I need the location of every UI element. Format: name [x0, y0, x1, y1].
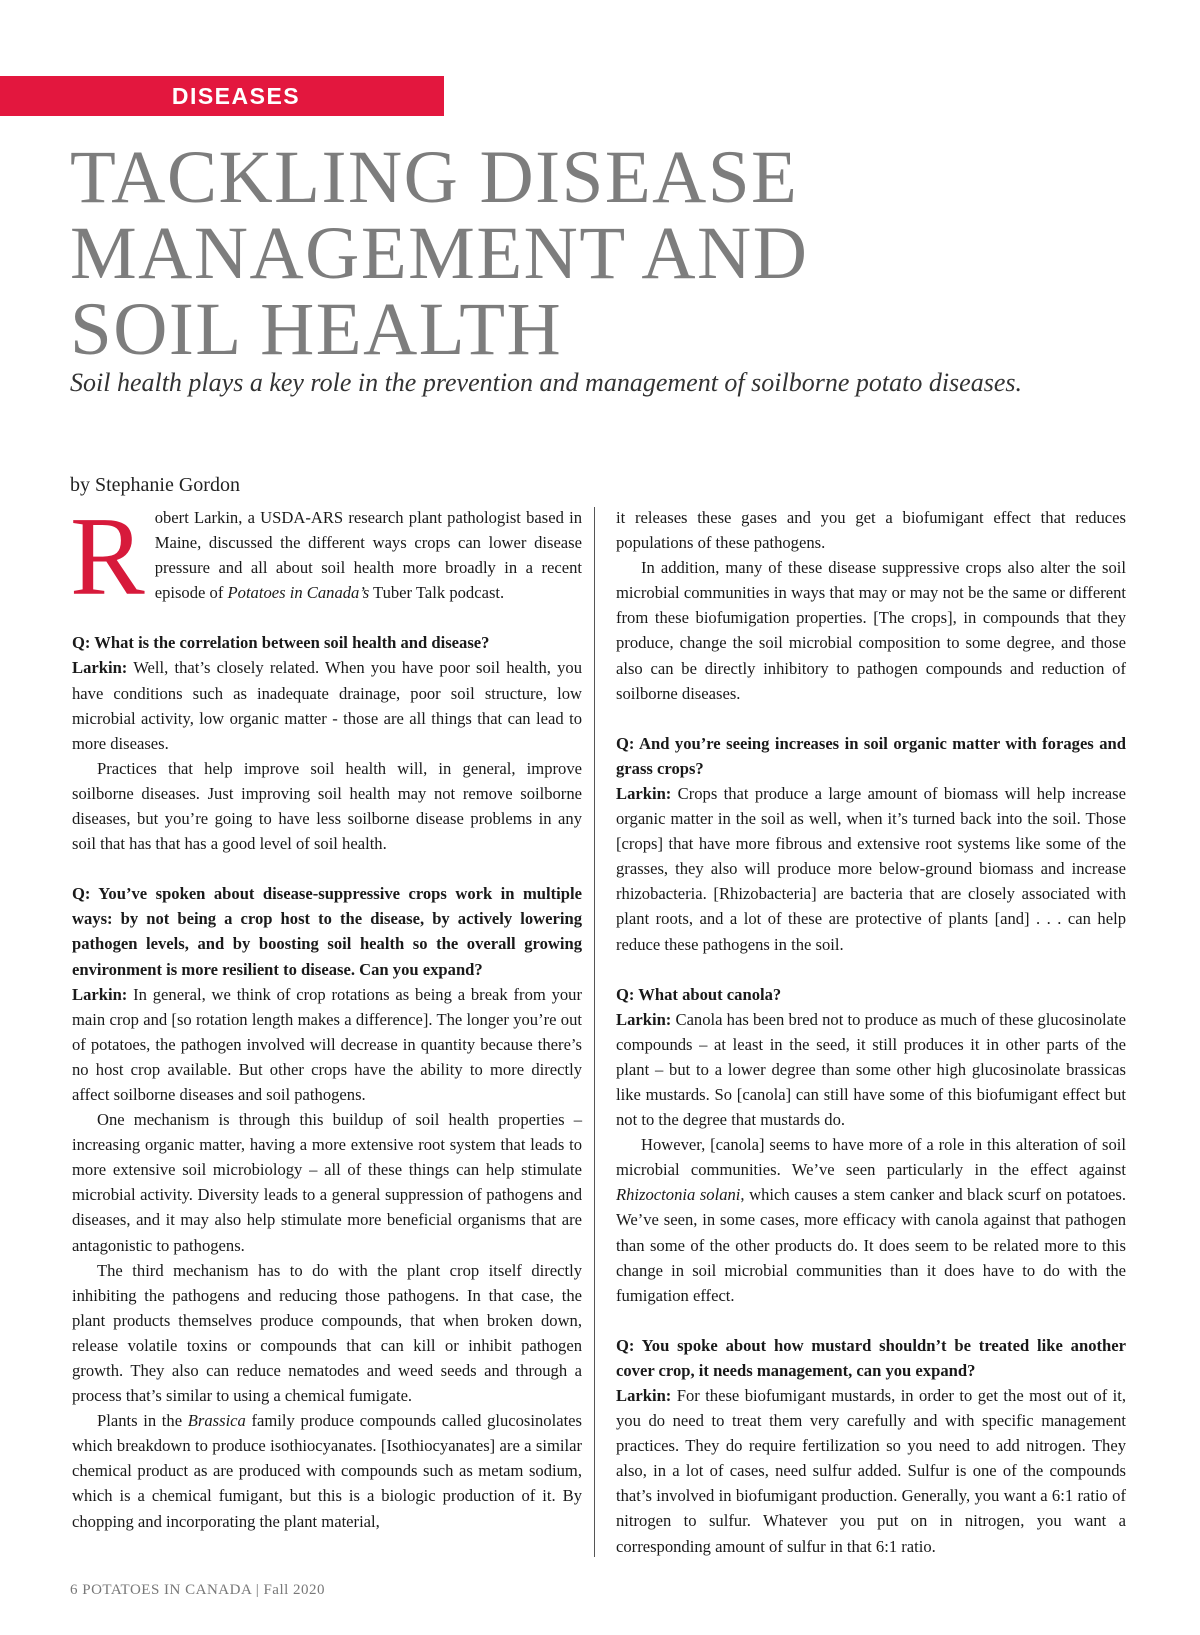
- page-footer: 6 POTATOES IN CANADA | Fall 2020: [70, 1582, 326, 1598]
- body-paragraph: However, [canola] seems to have more of a role in this alteration of soil microbial communities. We’ve seen particularly in the effect against Rhizoctonia solani, which causes a stem canker and black scurf on potatoes. We’ve seen, in some cases, more efficacy with canola against that pathogen than some of the other products do. It does seem to be related more to this change in soil microbial communities than it does have to do with the fumigation effect.: [616, 1135, 1126, 1305]
- answer-paragraph: Larkin: In general, we think of crop rotations as being a break from your main crop and [so rotation length makes a difference]. The longer you’re out of potatoes, the pathogen involved will decrease in quantity because there’s no host crop available. But other crops have the ability to more directly affect soilborne diseases and soil pathogens.: [72, 984, 582, 1104]
- section-tag: DISEASES: [171, 83, 301, 109]
- answer-paragraph: Larkin: Crops that produce a large amount of biomass will help increase organic matter in the soil as well, when it’s turned back into the soil. Those [crops] that have more fibrous and extensive root systems like some of the grasses, they also will produce more below-ground biomass and increase rhizobacteria. [Rhizobacteria] are bacteria that are closely associated with plant roots, and a lot of these are protective of plants [and] . . . can help reduce these pathogens in the soil.: [616, 783, 1126, 954]
- body-paragraph: Practices that help improve soil health will, in general, improve soilborne diseases. Just improving soil health may not remove soilborne diseases, but you’re going to have less soilborne disease problems in any soil that has that has a good level of soil health.: [72, 758, 582, 854]
- answer-paragraph: Larkin: Well, that’s closely related. When you have poor soil health, you have conditions such as inadequate drainage, poor soil structure, low microbial activity, low organic matter - those are all things that can lead to more diseases.: [72, 658, 582, 753]
- speaker-label: Larkin:: [616, 783, 672, 803]
- article-title: [70, 136, 1130, 371]
- question-heading: Q: You’ve spoken about disease-suppressive crops work in multiple ways: by not being a crop host to the disease, by actively lowering pathogen levels, and by boosting soil health so the overall growing environment is more resilient to disease. Can you expand?: [72, 884, 582, 979]
- title-line-3: SOIL HEALTH: [70, 288, 563, 371]
- question-heading: Q: You spoke about how mustard shouldn’t be treated like another cover crop, it needs management, can you expand?: [616, 1335, 1126, 1380]
- body-paragraph: it releases these gases and you get a biofumigant effect that reduces populations of these pathogens.: [616, 508, 1126, 553]
- column-divider: [594, 507, 595, 1557]
- drop-cap: R: [70, 495, 145, 619]
- title-line-1: TACKLING DISEASE: [70, 136, 799, 219]
- speaker-label: Larkin:: [616, 1009, 672, 1029]
- answer-paragraph: Larkin: For these biofumigant mustards, in order to get the most out of it, you do need to treat them very carefully and with specific management practices. They do require fertilization so you need to add nitrogen. They also, in a lot of cases, need sulfur added. Sulfur is one of the compounds that’s involved in biofumigant production. Generally, you want a 6:1 ratio of nitrogen to sulfur. Whatever you put on in nitrogen, you want a corresponding amount of sulfur in that 6:1 ratio.: [616, 1386, 1126, 1556]
- left-column: [70, 495, 583, 1534]
- speaker-label: Larkin:: [616, 1386, 672, 1405]
- article-subtitle: Soil health plays a key role in the prevention and management of soilborne potato diseases.: [70, 368, 1022, 397]
- speaker-label: Larkin:: [72, 658, 128, 678]
- title-line-2: MANAGEMENT AND: [70, 212, 809, 295]
- question-heading: Q: And you’re seeing increases in soil organic matter with forages and grass crops?: [616, 733, 1126, 778]
- body-paragraph: One mechanism is through this buildup of soil health properties – increasing organic matter, having a more extensive root system that leads to more extensive soil microbiology – all of these things can help stimulate microbial activity. Diversity leads to a general suppression of pathogens and diseases, and it may also help stimulate more beneficial organisms that are antagonistic to pathogens.: [72, 1110, 582, 1255]
- body-paragraph: In addition, many of these disease suppressive crops also alter the soil microbial communities in ways that may or may not be the same or different from these biofumigation properties. [The crops], in compounds that they produce, change the soil microbial composition to some degree, and those also can be directly inhibitory to pathogen compounds and reduction of soilborne diseases.: [616, 558, 1126, 703]
- byline: by Stephanie Gordon: [70, 474, 240, 496]
- question-heading: Q: What about canola?: [616, 984, 782, 1004]
- question-heading: Q: What is the correlation between soil health and disease?: [72, 633, 490, 653]
- intro-paragraph: Robert Larkin, a USDA-ARS research plant pathologist based in Maine, discussed the different ways crops can lower disease pressure and all about soil health more broadly in a recent episode of Potatoes in Canada’s Tuber Talk podcast.: [70, 495, 582, 619]
- body-paragraph: The third mechanism has to do with the plant crop itself directly inhibiting the pathogens and reducing those pathogens. In that case, the plant products themselves produce compounds, that when broken down, release volatile toxins or compounds that can kill or inhibit pathogen growth. They also can reduce nematodes and weed seeds and through a process that’s similar to using a chemical fumigate.: [72, 1260, 582, 1406]
- answer-paragraph: Larkin: Canola has been bred not to produce as much of these glucosinolate compounds – at least in the seed, it still produces it in other parts of the plant – but to a lower degree than some other high glucosinolate brassicas like mustards. So [canola] can still have some of this biofumigant effect but not to the degree that mustards do.: [616, 1009, 1126, 1130]
- speaker-label: Larkin:: [72, 984, 128, 1004]
- body-paragraph: Plants in the Brassica family produce compounds called glucosinolates which breakdown to produce isothiocyanates. [Isothiocyanates] are a similar chemical product as are produced with compounds such as metam sodium, which is a chemical fumigant, but this is a biologic production of it. By chopping and incorporating the plant material,: [72, 1411, 583, 1531]
- right-column: [616, 505, 1126, 1559]
